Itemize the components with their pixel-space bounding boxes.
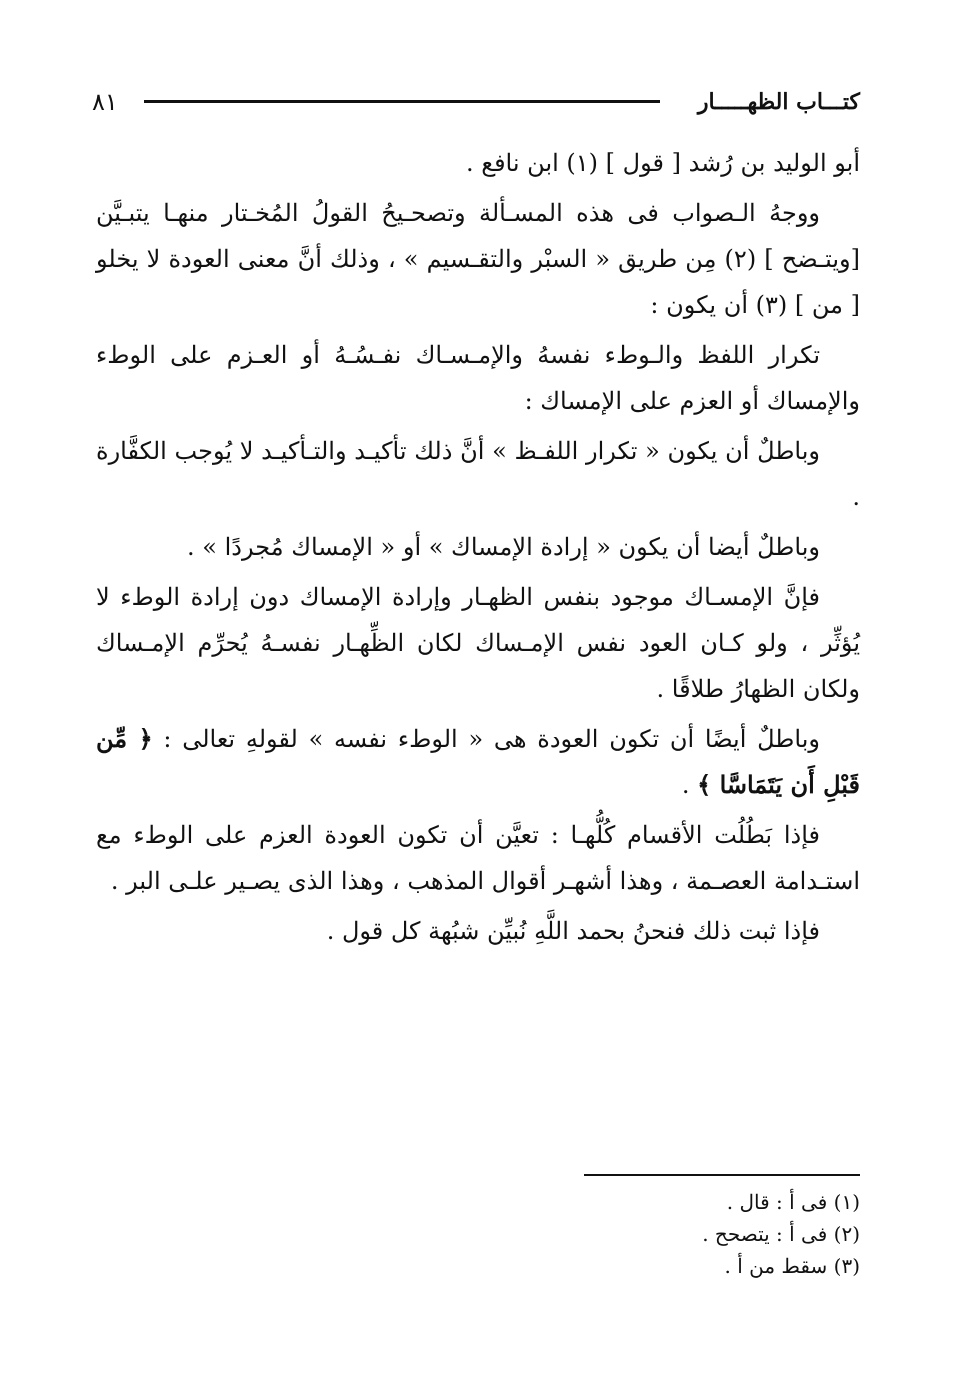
paragraph-6: فإنَّ الإمسـاك موجود بنفس الظهـار وإرادة الإمساك دون إرادة الوطء لا يُؤثِّر ، ولو كـان العود نفس الإمـساك لكان الظِّهـار نفسـهُ يُحرِّم الإمـساك ولكان الظهارُ طلاقًا . <box>96 583 860 703</box>
quran-verse: ﴿ مِّن قَبْلِ أَن يَتَمَاسَّا ﴾ <box>96 724 860 799</box>
paragraph-7 <box>96 716 860 808</box>
page-number: ٨١ <box>92 88 118 116</box>
paragraph-3: تكرار اللفظ والـوطء نفسهُ والإمـسـاك نفـسُـهُ أو العـزم على الوطء والإمساك أو العزم على الإمساك : <box>96 341 860 415</box>
footnote-2: (٢) فى أ : يتصحح . <box>702 1222 860 1246</box>
paragraph-2: ووجهُ الـصواب فى هذه المسـألة وتصحـيحُ القولُ المُخـتار منهـا يتبـيَّن [ويتـضح ] (٢) مِن طريق « السبْر والتقـسيم » ، وذلك أنَّ معنى العودة لا يخلو [ من ] (٣) أن يكون : <box>96 199 860 319</box>
running-title: كتـــاب الظهـــــار <box>697 89 860 115</box>
body-text <box>96 140 860 958</box>
verse-intro: وباطلٌ أيضًا أن تكون العودة هى « الوطء نفسه » لقولهِ تعالى : <box>163 725 820 753</box>
paragraph-4: وباطلٌ أن يكون « تكرار اللفـظ » أنَّ ذلك تأكيـد والتـأكيـد لا يُوجب الكفَّارة . <box>96 437 860 511</box>
footnotes <box>460 1186 860 1282</box>
footnote-3: (٣) سقط من أ . <box>724 1254 860 1278</box>
paragraph-1: أبو الوليد بن رُشد [ قول ] (١) ابن نافع . <box>466 149 860 177</box>
footnote-1: (١) فى أ : قال . <box>726 1190 860 1214</box>
header-rule <box>144 100 660 103</box>
paragraph-5: وباطلٌ أيضا أن يكون « إرادة الإمساك » أو « الإمساك مُجردًا » . <box>187 533 820 561</box>
page-header <box>92 82 860 122</box>
verse-end: . <box>681 771 690 799</box>
footnote-rule <box>584 1174 860 1176</box>
paragraph-9: فإذا ثبت ذلك فنحنُ بحمد اللَّهِ نُبيِّن شبُهة كل قول . <box>326 917 820 945</box>
paragraph-8: فإذا بَطُلُت الأقسام كُلُّهـا : تعيَّن أن تكون العودة العزم على الوطء مع استـدامة العصـمة ، وهذا أشهـر أقوال المذهب ، وهذا الذى يصـير علـى البر . <box>96 821 860 895</box>
